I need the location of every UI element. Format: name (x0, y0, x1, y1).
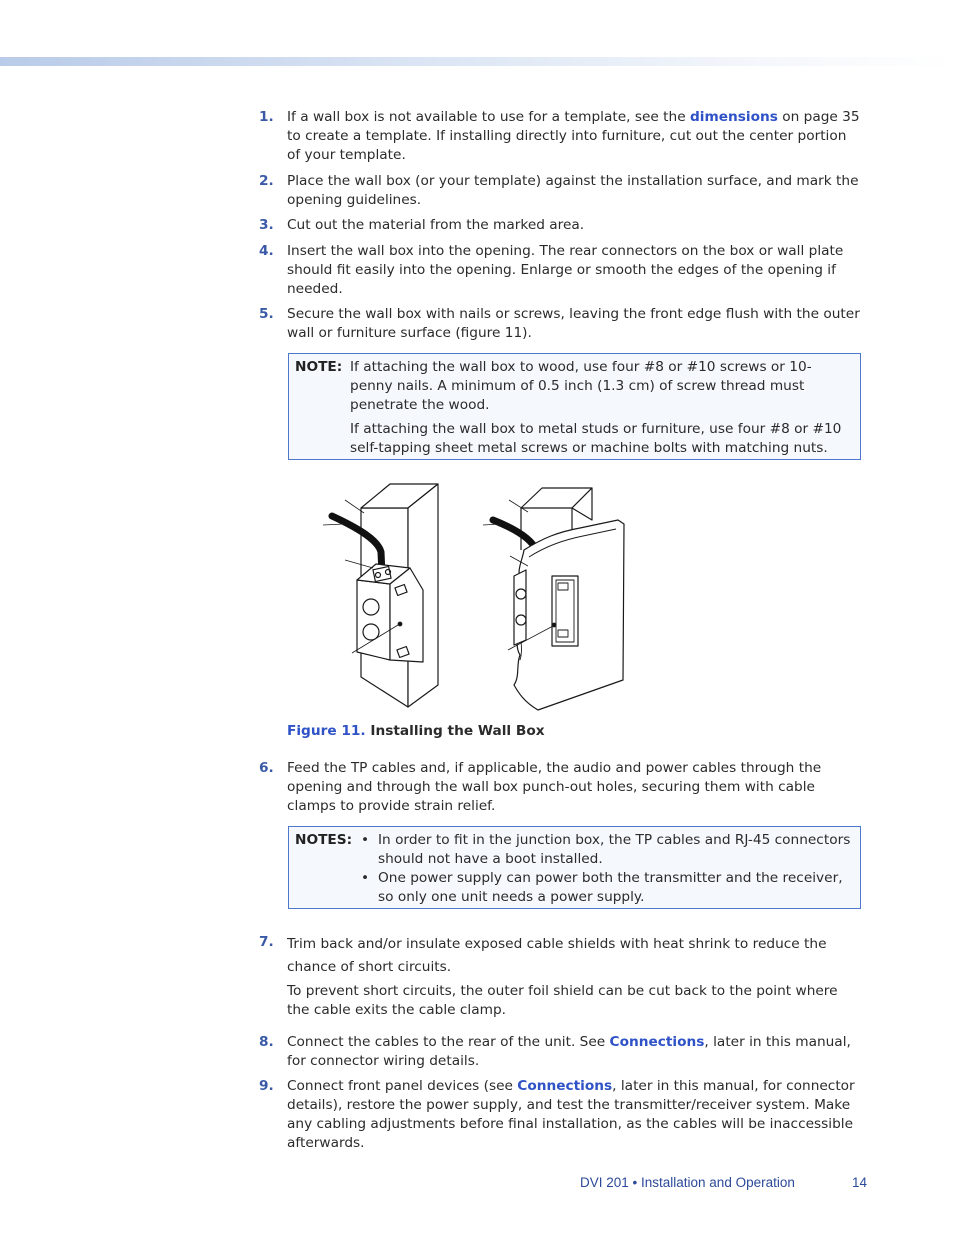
step-text: Feed the TP cables and, if applicable, the audio and power cables through the opening and through the wall box punch-out holes, securing them with cable clamps to provide strain relief. (287, 760, 822, 814)
step-text: Secure the wall box with nails or screws, leaving the front edge flush with the outer wall or furniture surface (figure 11). (287, 306, 860, 341)
wall-box-illustration (318, 480, 638, 712)
step-text: Connect front panel devices (see Connections, later in this manual, for connector details), restore the power supply, and test the transmitter/receiver system. Make any cabling adjustments before final installation, as the cables will be inaccessible afterwards. (287, 1078, 855, 1151)
note-bullet-text: One power supply can power both the transmitter and the receiver, so only one unit needs a power supply. (378, 870, 843, 905)
step-text: Cut out the material from the marked area. (287, 217, 585, 233)
footer-document-title: DVI 201 • Installation and Operation (580, 1175, 795, 1190)
wall-box-front (357, 580, 390, 660)
step-number: 2. (259, 173, 274, 189)
page-number: 14 (852, 1175, 868, 1190)
step-number: 7. (259, 934, 274, 950)
notes-box (288, 826, 861, 909)
step-text-continued: To prevent short circuits, the outer foil shield can be cut back to the point where the cable exits the cable clamp. (287, 983, 838, 1018)
notes-label: NOTES: (295, 832, 353, 848)
bullet: • (361, 832, 370, 848)
figure-title: Installing the Wall Box (370, 723, 545, 739)
figure-label: Figure 11. (287, 723, 366, 739)
header-gradient-bar (0, 57, 954, 66)
note-label: NOTE: (295, 359, 343, 375)
step-number: 4. (259, 243, 274, 259)
step-number: 5. (259, 306, 274, 322)
note-paragraph: If attaching the wall box to metal studs or furniture, use four #8 or #10 self-tapping sheet metal screws or machine bolts with matching nuts. (350, 421, 842, 456)
connections-link[interactable]: Connections (517, 1078, 613, 1094)
note-bullet-text: In order to fit in the junction box, the TP cables and RJ-45 connectors should not have a boot installed. (378, 832, 851, 867)
dimensions-link[interactable]: dimensions (689, 109, 778, 125)
step-text: If a wall box is not available to use for a template, see the dimensions on page 35 to create a template. If installing directly into furniture, cut out the center portion of your template. (287, 109, 860, 163)
note-paragraph: If attaching the wall box to wood, use four #8 or #10 screws or 10-penny nails. A minimum of 0.5 inch (1.3 cm) of screw thread must penetrate the wood. (350, 359, 812, 413)
step-text: Connect the cables to the rear of the unit. See Connections, later in this manual, for connector wiring details. (287, 1034, 851, 1069)
step-text: Place the wall box (or your template) against the installation surface, and mark the opening guidelines. (287, 173, 859, 208)
bullet: • (361, 870, 370, 886)
step-number: 9. (259, 1078, 274, 1094)
note-box (288, 353, 861, 460)
step-text: Insert the wall box into the opening. The rear connectors on the box or wall plate should fit easily into the opening. Enlarge or smooth the edges of the opening if needed. (287, 243, 844, 297)
step-number: 6. (259, 760, 274, 776)
step-number: 3. (259, 217, 274, 233)
connections-link[interactable]: Connections (609, 1034, 705, 1050)
step-number: 1. (259, 109, 274, 125)
figure-caption (287, 722, 545, 741)
step-number: 8. (259, 1034, 274, 1050)
step-text: Trim back and/or insulate exposed cable shields with heat shrink to reduce the chance of short circuits. (287, 936, 827, 975)
